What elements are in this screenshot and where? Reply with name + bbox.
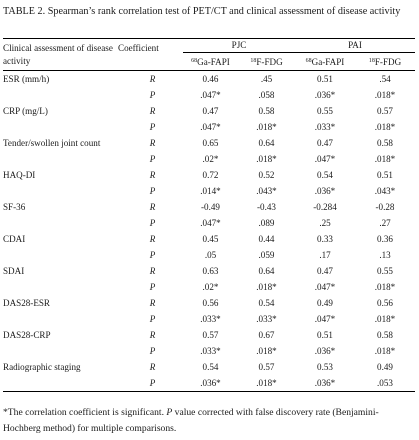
table-footnote: *The correlation coefficient is significant. P value corrected with false discovery rate (Benjamini-Hochberg method) for multiple comparisons. [3, 407, 379, 434]
coefficient-p: P [149, 186, 156, 196]
table-row [3, 279, 415, 295]
coefficient-r: R [149, 362, 156, 372]
r-value: 0.33 [317, 234, 333, 244]
table-row [3, 167, 415, 183]
coefficient-r: R [149, 202, 156, 212]
r-value: 0.54 [202, 362, 219, 372]
coefficient-p: P [149, 90, 156, 100]
assessment-name-empty [3, 215, 118, 231]
assessment-name-empty [3, 247, 118, 263]
p-value: .018* [374, 314, 396, 324]
r-value: 0.54 [317, 170, 333, 180]
r-value: 0.64 [258, 266, 275, 276]
r-value: -0.49 [201, 202, 220, 212]
r-value: 0.53 [317, 362, 333, 372]
coefficient-r: R [149, 330, 156, 340]
header-pai-ga: $^{68}$Ga-FAPI [295, 54, 355, 71]
p-value: .047* [314, 154, 336, 164]
assessment-name-empty [3, 375, 118, 392]
assessment-name: DAS28-ESR [3, 298, 50, 308]
table-caption: TABLE 2. Spearman’s rank correlation test of PET/CT and clinical assessment of disease activity [3, 6, 401, 17]
table-row [3, 375, 415, 392]
assessment-name-empty [3, 343, 118, 359]
p-value: .17 [319, 250, 331, 260]
p-value: .02* [202, 282, 219, 292]
header-pjc-fdg: $^{18}$F-FDG [238, 54, 295, 71]
assessment-name: Tender/swollen joint count [3, 138, 101, 148]
table-row [3, 295, 415, 311]
r-value: -0.284 [313, 202, 337, 212]
p-value: .043* [374, 186, 396, 196]
p-value: .018* [374, 282, 396, 292]
header-coefficient: Coefficient [118, 39, 183, 71]
r-value: 0.36 [377, 234, 393, 244]
r-value: 0.46 [202, 74, 219, 84]
header-group-pjc-label: PJC [183, 40, 295, 53]
r-value: 0.49 [317, 298, 333, 308]
r-value: 0.44 [258, 234, 275, 244]
assessment-name: ESR (mm/h) [3, 74, 50, 84]
p-value: .059 [258, 250, 275, 260]
coefficient-r: R [149, 138, 156, 148]
assessment-name-empty [3, 87, 118, 103]
coefficient-p: P [149, 282, 156, 292]
p-value: .018* [256, 346, 277, 356]
assessment-name: HAQ-DI [3, 170, 36, 180]
header-group-pai [295, 39, 415, 55]
p-value: .018* [238, 375, 295, 392]
assessment-name-empty [3, 151, 118, 167]
table-row [3, 231, 415, 247]
table-row [3, 359, 415, 375]
coefficient-r: R [149, 266, 156, 276]
r-value: .54 [379, 74, 391, 84]
table-row [3, 343, 415, 359]
p-value: .089 [258, 218, 275, 228]
p-value: .014* [200, 186, 221, 196]
p-value: .018* [256, 154, 277, 164]
p-value: .043* [256, 186, 277, 196]
p-value: .13 [379, 250, 391, 260]
p-value: .033* [200, 314, 221, 324]
coefficient-r: R [149, 234, 156, 244]
p-value: .047* [200, 90, 221, 100]
table-row [3, 151, 415, 167]
table-row [3, 103, 415, 119]
r-value: 0.54 [258, 298, 275, 308]
p-value: .047* [314, 314, 336, 324]
table-row [3, 215, 415, 231]
r-value: 0.58 [258, 106, 275, 116]
p-value: .033* [200, 346, 221, 356]
r-value: 0.56 [377, 298, 393, 308]
coefficient-p: P [118, 375, 183, 392]
table-row [3, 71, 415, 88]
r-value: 0.72 [202, 170, 219, 180]
table-row [3, 87, 415, 103]
p-value: .018* [256, 122, 277, 132]
r-value: 0.47 [317, 266, 333, 276]
r-value: 0.51 [317, 74, 333, 84]
r-value: 0.55 [377, 266, 393, 276]
r-value: 0.65 [202, 138, 219, 148]
r-value: 0.51 [317, 330, 333, 340]
coefficient-p: P [149, 154, 156, 164]
coefficient-p: P [149, 122, 156, 132]
r-value: 0.64 [258, 138, 275, 148]
assessment-name-empty [3, 311, 118, 327]
coefficient-p: P [149, 346, 156, 356]
coefficient-r: R [149, 170, 156, 180]
assessment-name-empty [3, 279, 118, 295]
r-value: 0.49 [377, 362, 393, 372]
p-value: .036* [314, 90, 336, 100]
coefficient-r: R [149, 74, 156, 84]
table-row [3, 247, 415, 263]
table-row [3, 119, 415, 135]
p-value: .25 [319, 218, 331, 228]
table-row [3, 135, 415, 151]
r-value: 0.45 [202, 234, 219, 244]
table-row [3, 311, 415, 327]
header-assessment: Clinical assessment of disease activity [3, 39, 118, 71]
r-value: 0.67 [258, 330, 275, 340]
p-value: .036* [314, 186, 336, 196]
header-group-pjc [183, 39, 295, 55]
header-pai-fdg: $^{18}$F-FDG [355, 54, 415, 71]
table-row [3, 263, 415, 279]
coefficient-p: P [149, 250, 156, 260]
coefficient-r: R [149, 106, 156, 116]
assessment-name: Radiographic staging [3, 362, 81, 372]
p-value: .036* [295, 375, 355, 392]
assessment-name-empty [3, 183, 118, 199]
table-row [3, 327, 415, 343]
r-value: -0.28 [375, 202, 395, 212]
p-value: .018* [374, 90, 396, 100]
p-value: .058 [258, 90, 275, 100]
coefficient-p: P [149, 314, 156, 324]
p-value: .033* [314, 122, 336, 132]
r-value: 0.57 [202, 330, 219, 340]
p-value: .047* [200, 122, 221, 132]
p-value: .018* [374, 346, 396, 356]
coefficient-p: P [149, 218, 156, 228]
p-value: .018* [374, 154, 396, 164]
r-value: 0.58 [377, 330, 393, 340]
r-value: 0.47 [202, 106, 219, 116]
header-pjc-ga: $^{68}$Ga-FAPI [183, 54, 238, 71]
p-value: .02* [202, 154, 219, 164]
p-value: .047* [200, 218, 221, 228]
correlation-table [3, 38, 415, 392]
r-value: 0.56 [202, 298, 219, 308]
p-value: .018* [374, 122, 396, 132]
r-value: 0.58 [377, 138, 393, 148]
header-group-pai-label: PAI [295, 40, 415, 53]
r-value: 0.47 [317, 138, 333, 148]
r-value: 0.55 [317, 106, 333, 116]
table-row [3, 199, 415, 215]
assessment-name-empty [3, 119, 118, 135]
r-value: 0.52 [258, 170, 275, 180]
p-value: .036* [183, 375, 238, 392]
assessment-name: CDAI [3, 234, 26, 244]
assessment-name: SDAI [3, 266, 25, 276]
r-value: 0.51 [377, 170, 393, 180]
r-value: 0.57 [377, 106, 393, 116]
assessment-name: SF-36 [3, 202, 26, 212]
r-value: -0.43 [257, 202, 276, 212]
assessment-name: DAS28-CRP [3, 330, 51, 340]
p-value: .27 [379, 218, 391, 228]
table-row [3, 183, 415, 199]
r-value: .45 [260, 74, 273, 84]
r-value: 0.57 [258, 362, 275, 372]
p-value: .036* [314, 346, 336, 356]
p-value: .047* [314, 282, 336, 292]
p-value: .033* [256, 314, 277, 324]
coefficient-r: R [149, 298, 156, 308]
r-value: 0.63 [202, 266, 219, 276]
p-value: .018* [256, 282, 277, 292]
p-value: .053 [355, 375, 415, 392]
assessment-name: CRP (mg/L) [3, 106, 48, 116]
p-value: .05 [204, 250, 217, 260]
